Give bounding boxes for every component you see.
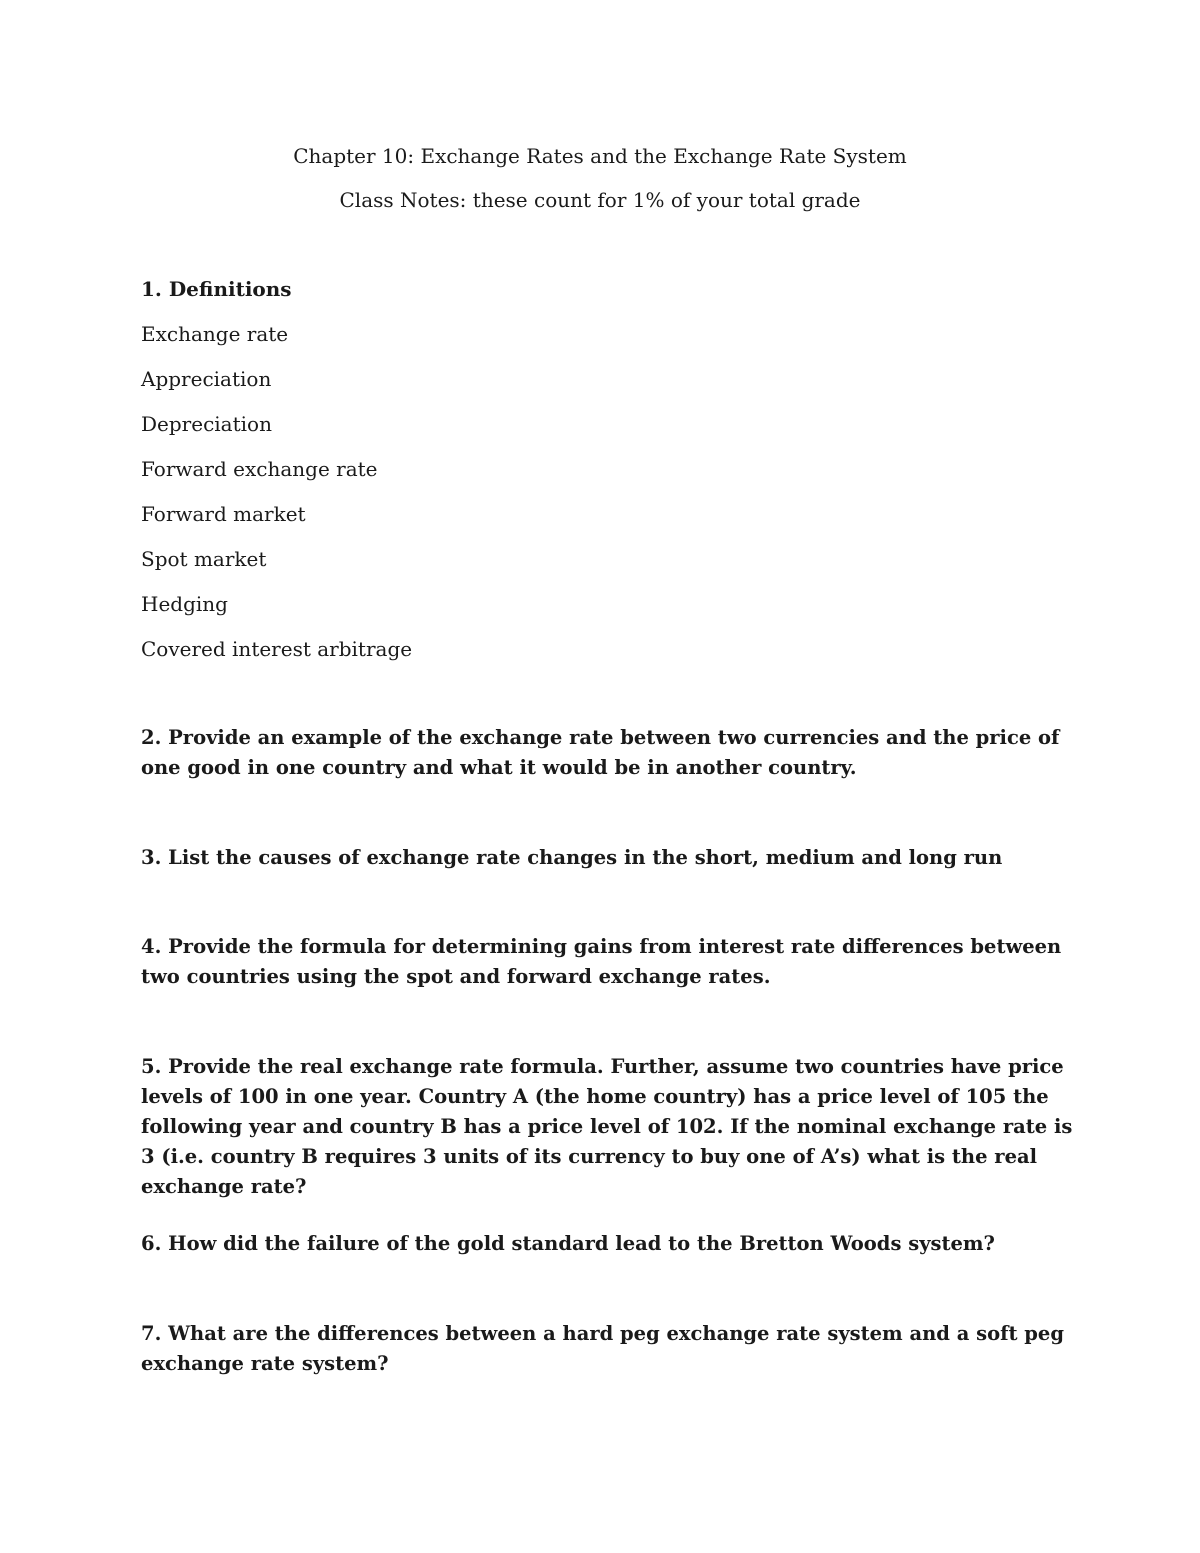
- definition-item: Spot market: [141, 547, 267, 571]
- definitions-list: [141, 319, 412, 679]
- document-subtitle: Class Notes: these count for 1% of your total grade: [339, 188, 861, 212]
- definition-item: Hedging: [141, 592, 228, 616]
- question-6: 6. How did the failure of the gold standard lead to the Bretton Woods system?: [141, 1232, 995, 1255]
- definition-item: Depreciation: [141, 412, 272, 436]
- question-7: 7. What are the differences between a hard peg exchange rate system and a soft peg exchange rate system?: [141, 1322, 1064, 1375]
- question-2: 2. Provide an example of the exchange rate between two currencies and the price of one good in one country and what it would be in another country.: [141, 726, 1060, 779]
- definition-item: Forward exchange rate: [141, 457, 378, 481]
- definition-item: Covered interest arbitrage: [141, 637, 413, 661]
- question-3: 3. List the causes of exchange rate changes in the short, medium and long run: [141, 846, 1003, 869]
- question-5: 5. Provide the real exchange rate formula. Further, assume two countries have price levels of 100 in one year. Country A (the home country) has a price level of 105 the following year and country B has a price level of 102. If the nominal exchange rate is 3 (i.e. country B requires 3 units of its currency to buy one of A’s) what is the real exchange rate?: [141, 1055, 1073, 1198]
- question-4: 4. Provide the formula for determining gains from interest rate differences between two countries using the spot and forward exchange rates.: [141, 935, 1062, 988]
- definition-item: Forward market: [141, 502, 306, 526]
- definition-item: Exchange rate: [141, 322, 289, 346]
- definitions-heading: 1. Definitions: [141, 277, 292, 301]
- document-title: Chapter 10: Exchange Rates and the Exchange Rate System: [293, 144, 907, 168]
- definition-item: Appreciation: [141, 367, 272, 391]
